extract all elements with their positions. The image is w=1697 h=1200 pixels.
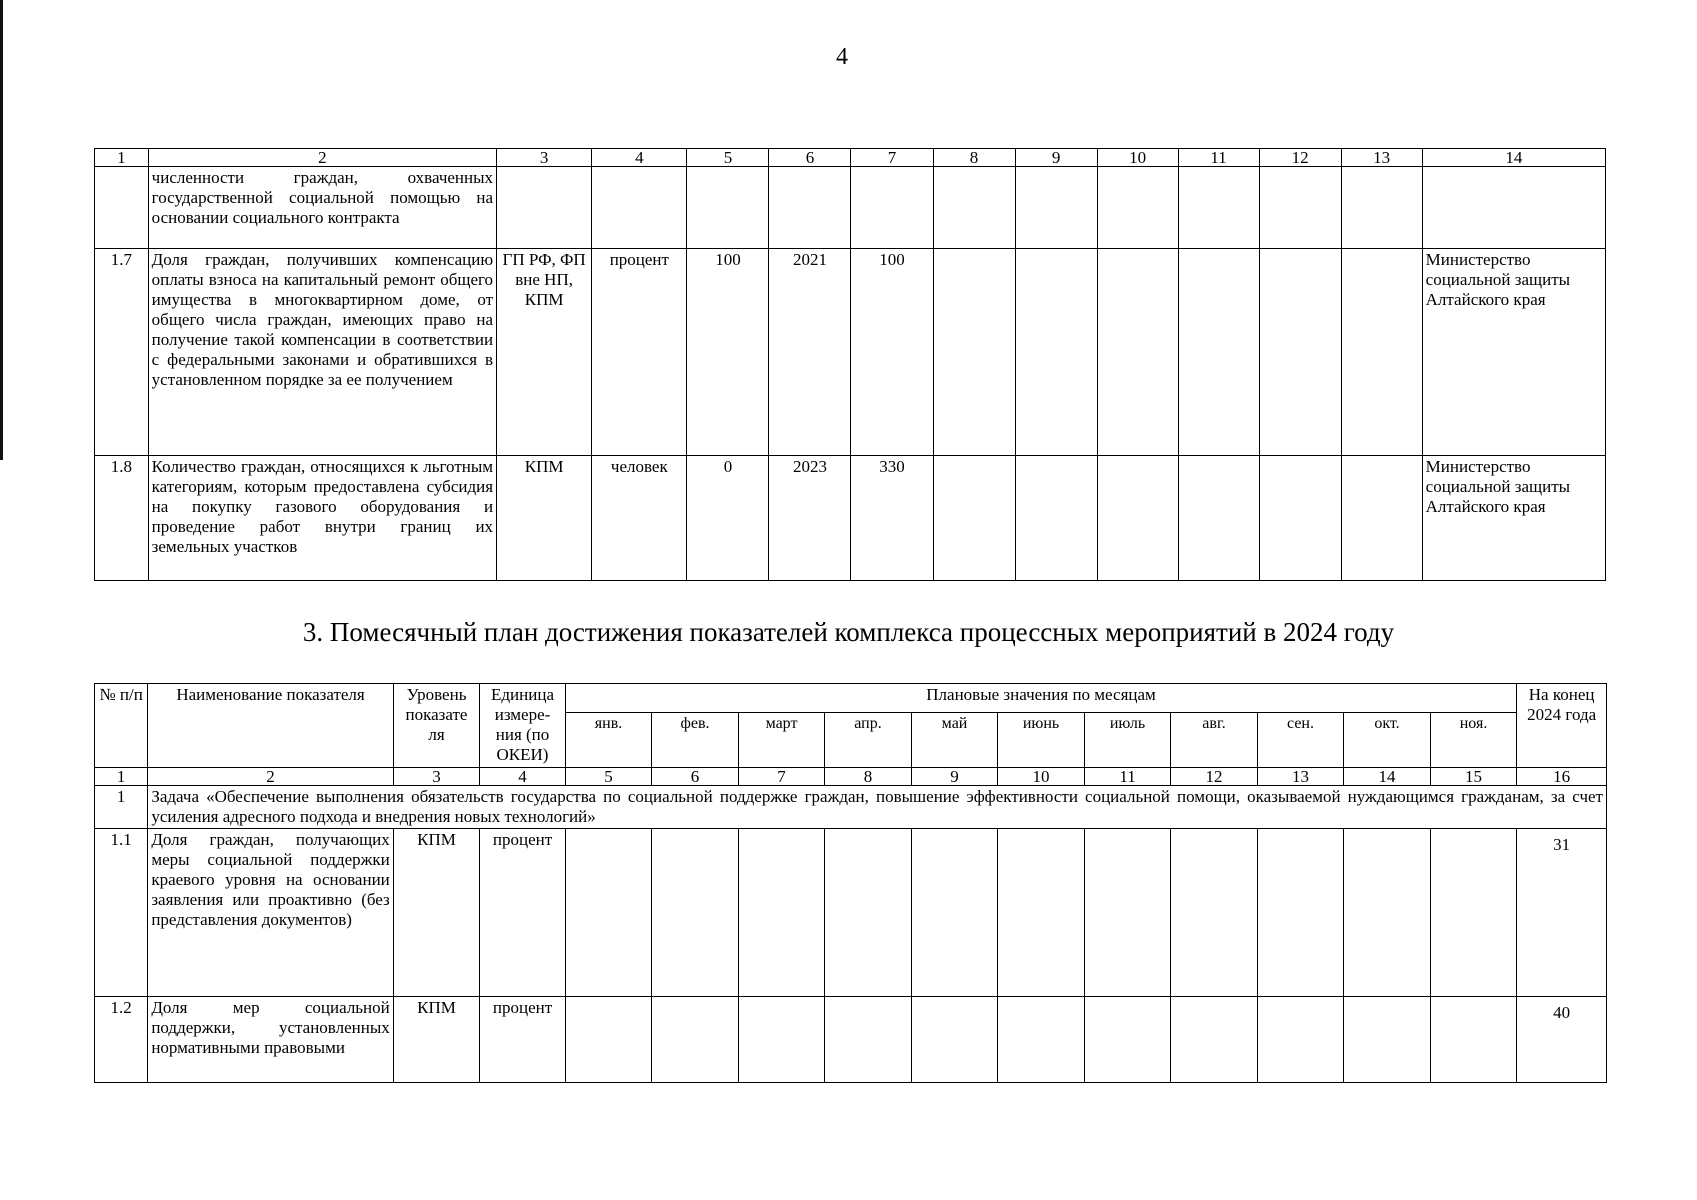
- indicator-name: Количество граждан, относящихся к льготным категориям, которым предоставлена субсидия на покупку газового оборудования и проведение работ внутри границ их земельных участков: [148, 456, 496, 581]
- month-header: фев.: [652, 713, 739, 768]
- month-value-cell: [565, 997, 652, 1083]
- month-header: ноя.: [1430, 713, 1517, 768]
- month-header: окт.: [1344, 713, 1431, 768]
- empty-cell: [1259, 167, 1341, 249]
- month-value-cell: [1171, 829, 1258, 997]
- column-number: 4: [592, 149, 687, 167]
- row-number: 1.1: [95, 829, 148, 997]
- empty-cell: [1097, 167, 1178, 249]
- indicator-level: КПМ: [393, 997, 480, 1083]
- month-value-cell: [652, 997, 739, 1083]
- table-row: [95, 997, 1607, 1083]
- responsible-org: [1422, 167, 1605, 249]
- row-number: 1.7: [95, 249, 149, 456]
- column-number: 11: [1178, 149, 1259, 167]
- column-number: 13: [1341, 149, 1422, 167]
- column-number: 15: [1430, 768, 1517, 786]
- section-title: 3. Помесячный план достижения показателей комплекса процессных мероприятий в 2024 году: [302, 617, 1395, 647]
- month-value-cell: [1430, 829, 1517, 997]
- indicator-unit: человек: [592, 456, 687, 581]
- column-number-row: [95, 768, 1607, 786]
- indicator-level: КПМ: [497, 456, 592, 581]
- table-row: [95, 829, 1607, 997]
- indicator-unit: процент: [480, 829, 566, 997]
- empty-cell: [1341, 167, 1422, 249]
- indicator-name: Доля граждан, получающих меры социальной поддержки краевого уровня на основании заявления или проактивно (без представления документов): [148, 829, 393, 997]
- empty-cell: [933, 249, 1015, 456]
- header-level: Уровень показате ля: [393, 684, 480, 768]
- empty-cell: [933, 167, 1015, 249]
- base-value: [687, 167, 769, 249]
- column-number: 9: [911, 768, 998, 786]
- column-number: 7: [851, 149, 933, 167]
- month-header: июнь: [998, 713, 1085, 768]
- responsible-org: Министерство социальной защиты Алтайского края: [1422, 456, 1605, 581]
- value-col-7: [851, 167, 933, 249]
- task-text: Задача «Обеспечение выполнения обязательств государства по социальной поддержке граждан, повышение эффективности социальной помощи, оказываемой нуждающимся гражданам, за счет усиления адресного подхода и внедрения новых технологий»: [148, 786, 1607, 829]
- indicator-name: Доля граждан, получивших компенсацию оплаты взноса на капитальный ремонт общего имущества в многоквартирном доме, от общего числа граждан, имеющих право на получение такой компенсации в соответствии с федеральными законами и обратившихся в установленном порядке за ее получением: [148, 249, 496, 456]
- empty-cell: [1097, 456, 1178, 581]
- responsible-org: Министерство социальной защиты Алтайского края: [1422, 249, 1605, 456]
- month-header: май: [911, 713, 998, 768]
- empty-cell: [1178, 167, 1259, 249]
- base-year: [769, 167, 851, 249]
- column-number: 12: [1171, 768, 1258, 786]
- month-value-cell: [1171, 997, 1258, 1083]
- task-number: 1: [95, 786, 148, 829]
- month-value-cell: [1257, 997, 1344, 1083]
- scan-edge-mark: [0, 0, 3, 460]
- column-number: 14: [1344, 768, 1431, 786]
- column-number: 13: [1257, 768, 1344, 786]
- indicator-unit: процент: [480, 997, 566, 1083]
- header-planned-values: Плановые значения по месяцам: [565, 684, 1517, 713]
- table-row: [95, 249, 1606, 456]
- header-row: [95, 684, 1607, 713]
- year-end-value: 31: [1517, 829, 1607, 997]
- indicator-level: КПМ: [393, 829, 480, 997]
- year-end-value: 40: [1517, 997, 1607, 1083]
- indicator-name: численности граждан, охваченных государственной социальной помощью на основании социального контракта: [148, 167, 496, 249]
- header-name: Наименование показателя: [148, 684, 393, 768]
- column-number: 8: [825, 768, 912, 786]
- table-row: [95, 456, 1606, 581]
- month-value-cell: [565, 829, 652, 997]
- month-value-cell: [998, 997, 1085, 1083]
- value-col-7: 100: [851, 249, 933, 456]
- empty-cell: [1178, 249, 1259, 456]
- base-year: 2021: [769, 249, 851, 456]
- column-number: 11: [1084, 768, 1171, 786]
- task-row: [95, 786, 1607, 829]
- header-year-end: На конец 2024 года: [1517, 684, 1607, 768]
- empty-cell: [1015, 167, 1097, 249]
- month-value-cell: [1084, 829, 1171, 997]
- value-col-7: 330: [851, 456, 933, 581]
- month-header: авг.: [1171, 713, 1258, 768]
- month-value-cell: [1430, 997, 1517, 1083]
- column-number: 14: [1422, 149, 1605, 167]
- column-number: 9: [1015, 149, 1097, 167]
- base-value: 100: [687, 249, 769, 456]
- month-value-cell: [1344, 997, 1431, 1083]
- column-number: 4: [480, 768, 566, 786]
- empty-cell: [1015, 456, 1097, 581]
- column-number: 10: [998, 768, 1085, 786]
- row-number: 1.8: [95, 456, 149, 581]
- month-header: март: [738, 713, 825, 768]
- column-number: 2: [148, 768, 393, 786]
- indicator-name: Доля мер социальной поддержки, установленных нормативными правовыми: [148, 997, 393, 1083]
- header-no: № п/п: [95, 684, 148, 768]
- empty-cell: [1259, 249, 1341, 456]
- month-header: апр.: [825, 713, 912, 768]
- empty-cell: [1097, 249, 1178, 456]
- column-number: 1: [95, 768, 148, 786]
- month-value-cell: [1257, 829, 1344, 997]
- header-unit: Единица измере- ния (по ОКЕИ): [480, 684, 566, 768]
- column-number: 10: [1097, 149, 1178, 167]
- month-value-cell: [825, 997, 912, 1083]
- empty-cell: [1015, 249, 1097, 456]
- column-number-row: [95, 149, 1606, 167]
- month-value-cell: [998, 829, 1085, 997]
- column-number: 6: [769, 149, 851, 167]
- month-value-cell: [1344, 829, 1431, 997]
- empty-cell: [1341, 249, 1422, 456]
- monthly-plan-table: [94, 683, 1607, 1083]
- month-header: июль: [1084, 713, 1171, 768]
- column-number: 2: [148, 149, 496, 167]
- indicators-table-continued: [94, 148, 1606, 581]
- month-value-cell: [738, 997, 825, 1083]
- month-value-cell: [652, 829, 739, 997]
- month-value-cell: [738, 829, 825, 997]
- month-value-cell: [911, 997, 998, 1083]
- month-header: сен.: [1257, 713, 1344, 768]
- column-number: 1: [95, 149, 149, 167]
- month-header: янв.: [565, 713, 652, 768]
- indicator-unit: процент: [592, 249, 687, 456]
- empty-cell: [1259, 456, 1341, 581]
- column-number: 5: [687, 149, 769, 167]
- base-year: 2023: [769, 456, 851, 581]
- month-value-cell: [911, 829, 998, 997]
- column-number: 6: [652, 768, 739, 786]
- indicator-unit: [592, 167, 687, 249]
- indicator-level: [497, 167, 592, 249]
- table-row: [95, 167, 1606, 249]
- empty-cell: [933, 456, 1015, 581]
- row-number: [95, 167, 149, 249]
- column-number: 8: [933, 149, 1015, 167]
- base-value: 0: [687, 456, 769, 581]
- column-number: 12: [1259, 149, 1341, 167]
- column-number: 7: [738, 768, 825, 786]
- column-number: 3: [393, 768, 480, 786]
- column-number: 3: [497, 149, 592, 167]
- page-number: 4: [836, 44, 848, 70]
- row-number: 1.2: [95, 997, 148, 1083]
- column-number: 5: [565, 768, 652, 786]
- empty-cell: [1178, 456, 1259, 581]
- empty-cell: [1341, 456, 1422, 581]
- indicator-level: ГП РФ, ФП вне НП, КПМ: [497, 249, 592, 456]
- column-number: 16: [1517, 768, 1607, 786]
- month-value-cell: [1084, 997, 1171, 1083]
- month-value-cell: [825, 829, 912, 997]
